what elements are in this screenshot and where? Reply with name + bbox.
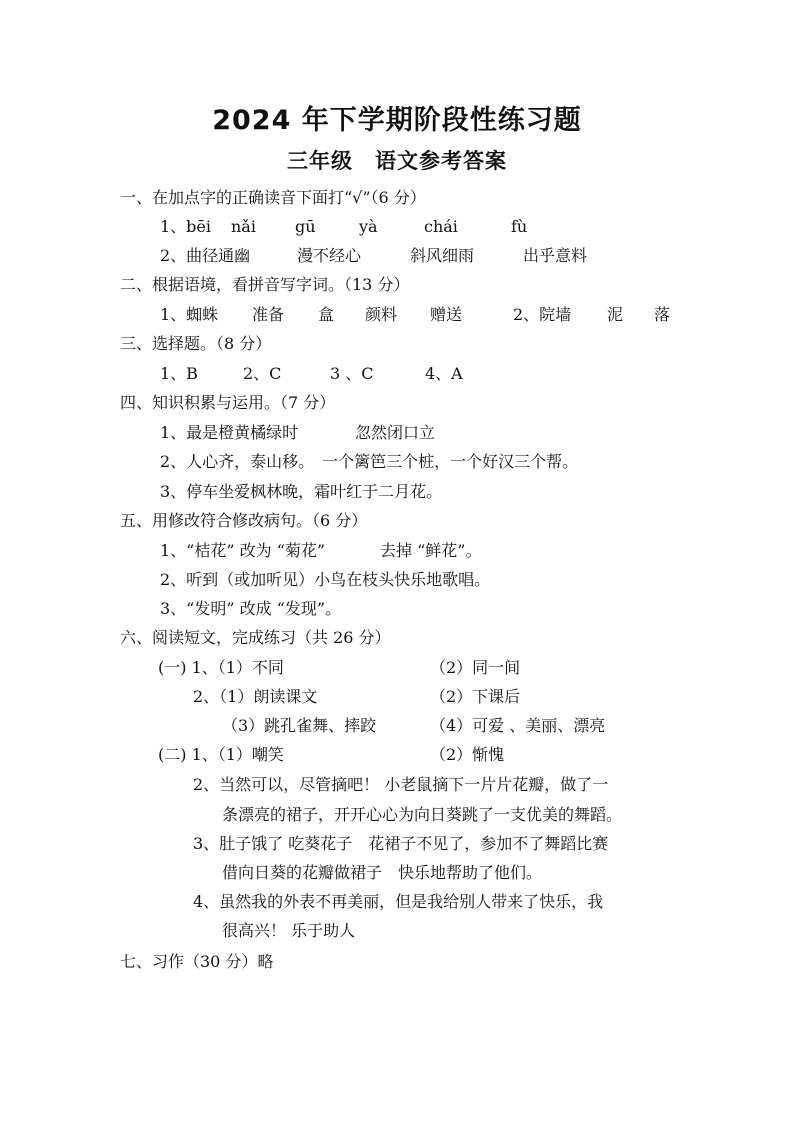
answer-item: fù bbox=[511, 217, 528, 236]
answer-item: 1、B bbox=[160, 364, 198, 383]
part-2-row-4a: 4、虽然我的外表不再美丽，但是我给别人带来了快乐，我 bbox=[193, 892, 604, 911]
answer-item: gū bbox=[295, 217, 316, 236]
answer-item: chái bbox=[424, 217, 458, 236]
section-3-heading: 三、选择题。（8 分） bbox=[120, 334, 272, 353]
part-2-row-3a: 3、肚子饿了 吃葵花子 花裙子不见了，参加不了舞蹈比赛 bbox=[193, 834, 609, 853]
page-subtitle: 三年级 语文参考答案 bbox=[287, 149, 507, 173]
part-2-row-2b: 条漂亮的裙子，开开心心为向日葵跳了一支优美的舞蹈。 bbox=[222, 805, 623, 824]
answer-item: nǎi bbox=[231, 217, 256, 236]
page-title: 2024 年下学期阶段性练习题 bbox=[212, 105, 582, 136]
answer-item: （4）可爱 、美丽、漂亮 bbox=[430, 716, 606, 735]
answer-item: (一) 1、（1）不同 bbox=[158, 658, 284, 677]
answer-item: 1、“桔花” 改为 “菊花” bbox=[160, 541, 326, 560]
answer-item: 落 bbox=[654, 305, 671, 324]
answer-item: 2、（1）朗读课文 bbox=[193, 687, 318, 706]
section-4-heading: 四、知识积累与运用。（7 分） bbox=[120, 393, 336, 412]
answer-item: 颜料 bbox=[365, 305, 398, 324]
answer-item: 斜风细雨 bbox=[410, 246, 475, 265]
section-4-row-3: 3、停车坐爱枫林晚，霜叶红于二月花。 bbox=[160, 482, 443, 501]
answer-item: （2）惭愧 bbox=[430, 745, 505, 764]
answer-item: 3 、C bbox=[330, 364, 374, 383]
answer-item: 漫不经心 bbox=[297, 246, 362, 265]
answer-item: 2、C bbox=[243, 364, 282, 383]
answer-item: 1、bēi bbox=[160, 217, 212, 236]
answer-item: 忽然闭口立 bbox=[355, 423, 436, 442]
answer-item: 盒 bbox=[318, 305, 335, 324]
answer-item: 4、A bbox=[425, 364, 463, 383]
part-2-row-2a: 2、当然可以，尽管摘吧！ 小老鼠摘下一片片花瓣，做了一 bbox=[193, 775, 609, 794]
answer-item: yà bbox=[359, 217, 378, 236]
section-4-row-2: 2、人心齐，泰山移。 一个篱笆三个桩，一个好汉三个帮。 bbox=[160, 452, 579, 471]
section-2-heading: 二、根据语境，看拼音写字词。（13 分） bbox=[120, 275, 410, 294]
section-5-row-3: 3、“发明” 改成 “发现”。 bbox=[160, 599, 342, 618]
answer-item: 出乎意料 bbox=[523, 246, 588, 265]
answer-item: 1、蜘蛛 bbox=[160, 305, 219, 324]
section-5-heading: 五、用修改符合修改病句。（6 分） bbox=[120, 511, 368, 530]
answer-item: (二) 1、（1）嘲笑 bbox=[158, 745, 284, 764]
part-2-row-4b: 很高兴！ 乐于助人 bbox=[222, 921, 356, 940]
answer-item: 准备 bbox=[252, 305, 285, 324]
section-5-row-2: 2、听到（或加听见）小鸟在枝头快乐地歌唱。 bbox=[160, 570, 491, 589]
section-7-heading: 七、习作（30 分）略 bbox=[120, 952, 274, 971]
answer-item: 2、曲径通幽 bbox=[160, 246, 251, 265]
answer-item: 去掉 “鲜花”。 bbox=[380, 541, 482, 560]
answer-item: （2）同一间 bbox=[430, 658, 521, 677]
answer-item: 1、最是橙黄橘绿时 bbox=[160, 423, 299, 442]
section-1-heading: 一、在加点字的正确读音下面打“√”（6 分） bbox=[120, 188, 426, 207]
answer-item: 赠送 bbox=[430, 305, 463, 324]
answer-item: 泥 bbox=[607, 305, 624, 324]
answer-item: 2、院墙 bbox=[513, 305, 572, 324]
part-2-row-3b: 借向日葵的花瓣做裙子 快乐地帮助了他们。 bbox=[222, 863, 543, 882]
answer-item: （2）下课后 bbox=[430, 687, 521, 706]
section-6-heading: 六、阅读短文，完成练习（共 26 分） bbox=[120, 628, 391, 647]
answer-item: （3）跳孔雀舞、摔跤 bbox=[222, 716, 377, 735]
